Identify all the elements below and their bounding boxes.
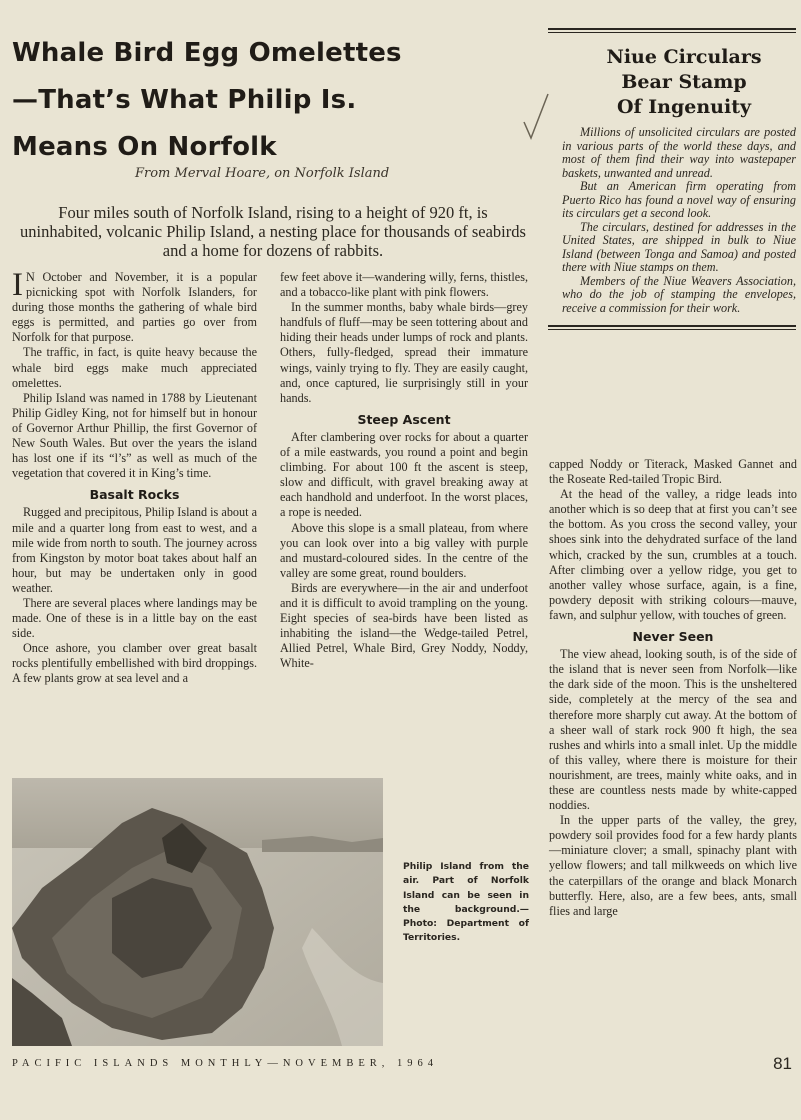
sidebar-box <box>548 28 796 330</box>
aerial-photo-philip-island <box>12 778 383 1046</box>
article-column-2 <box>280 270 528 671</box>
drop-cap: I <box>12 267 23 303</box>
article-column-1 <box>12 267 257 687</box>
paragraph: Rugged and precipitous, Philip Island is about a mile and a quarter long from east to west, and a mile wide from north to south. The journey across from Kingston by motor boat takes about half an hour, but may be undertaken only in good weather. <box>12 505 257 595</box>
byline: From Merval Hoare, on Norfolk Island <box>135 166 390 181</box>
headline-line-2: —That’s What Philip Is. <box>12 85 357 115</box>
paragraph: There are several places where landings may be made. One of these is in a little bay on the east side. <box>12 595 257 641</box>
paragraph: The view ahead, looking south, is of the side of the island that is never seen from Norfolk—like the dark side of the moon. This is the unsheltered side, completely at the mercy of the sea and therefore more sharply cut away. At the bottom of a sheer wall of stark rock 900 ft high, the sea rushes and whirls into a small inlet. Up the middle of this valley, where there is moisture for their nourishment, are trees, mainly white oaks, and in these are countless nests made by white-capped noddies. <box>549 647 797 813</box>
divider <box>548 325 796 330</box>
page-number: 81 <box>773 1054 792 1073</box>
paragraph: In the upper parts of the valley, the grey, powdery soil provides food for a few hardy plants—miniature clover; a small, spinachy plant with yellow flowers; and tall milkweeds on which live the caterpillars of the orange and black Monarch butterfly. Here, also, are a few bees, ants, small flies and large <box>549 813 797 918</box>
paragraph: N October and November, it is a popular picnicking spot with Norfolk Islanders, for during those months the gathering of whale bird eggs is permitted, and parties go over from Norfolk for that purpose. <box>12 270 257 345</box>
sidebar-title <box>572 45 796 120</box>
sidebar-body <box>548 126 796 315</box>
paragraph: In the summer months, baby whale birds—grey handfuls of fluff—may be seen tottering about and hiding their heads under lumps of rock and plants. Others, fully-fledged, spread their immature wings, vainly trying to fly. They are easily caught, and, once captured, lie surprisingly still in your hands. <box>280 300 528 405</box>
headline-line-1: Whale Bird Egg Omelettes <box>12 38 402 68</box>
paragraph: The circulars, destined for addresses in the United States, are shipped in bulk to Niue Island (between Tonga and Samoa) and posted there with Niue stamps on them. <box>562 219 796 274</box>
intro-paragraph: Four miles south of Norfolk Island, rising to a height of 920 ft, is uninhabited, volcanic Philip Island, a nesting place for thousands of seabirds and a home for dozens of rabbits. <box>20 203 526 260</box>
photo-caption: Philip Island from the air. Part of Norfolk Island can be seen in the background.—Photo: Department of Territories. <box>403 861 529 944</box>
paragraph: few feet above it—wandering willy, ferns, thistles, and a tobacco-like plant with pink flowers. <box>280 270 528 300</box>
article-column-3 <box>549 457 797 919</box>
paragraph: Philip Island was named in 1788 by Lieutenant Philip Gidley King, not for himself but in honour of Governor Arthur Phillip, the first Governor of New South Wales. But over the years the island has lost one if its “l’s” as well as much of the vegetation that covered it in King’s time. <box>12 390 257 481</box>
paragraph: Millions of unsolicited circulars are posted in various parts of the world these days, and most of them find their way into wastepaper baskets, unwanted and unread. <box>562 125 796 180</box>
divider <box>548 28 796 33</box>
paragraph: At the head of the valley, a ridge leads into another which is so deep that at first you can’t see the bottom. As you cross the second valley, your shoes sink into the dehydrated surface of the land which, cracked by the sun, crumbles at a touch. After climbing over a yellow ridge, you get to another valley whose surface, again, is a fine, powdery deposit with striking colours—mauve, fawn, and sulphur yellow, with touches of green. <box>549 487 797 622</box>
paragraph: Members of the Niue Weavers Association, who do the job of stamping the envelopes, receive a commission for their work. <box>562 273 796 315</box>
paragraph: The traffic, in fact, is quite heavy because the whale bird eggs make much appreciated omelettes. <box>12 345 257 390</box>
publication-line: PACIFIC ISLANDS MONTHLY—NOVEMBER, 1964 <box>12 1058 438 1069</box>
sidebar-title-line: Bear Stamp <box>621 71 747 93</box>
subheading-never-seen: Never Seen <box>632 629 714 645</box>
subheading-steep-ascent: Steep Ascent <box>357 411 451 427</box>
paragraph: Birds are everywhere—in the air and underfoot and it is difficult to avoid trampling on the young. Eight species of sea-birds have been listed as inhabiting the island—the Wedge-tailed Petrel, Allied Petrel, Whale Bird, Grey Noddy, Noddy, White- <box>280 580 528 671</box>
paragraph: After clambering over rocks for about a quarter of a mile eastwards, you round a point and begin climbing. For about 100 ft the ascent is steep, slow and difficult, with gravel breaking away at each handhold and underfoot. In the worst places, a rope is needed. <box>280 429 528 520</box>
headline-line-3: Means On Norfolk <box>12 132 277 162</box>
page-footer <box>12 1054 792 1080</box>
sidebar-title-line: Niue Circulars <box>606 46 762 68</box>
paragraph: Once ashore, you clamber over great basalt rocks plentifully embellished with bird droppings. A few plants grow at sea level and a <box>12 641 257 686</box>
paragraph: Above this slope is a small plateau, from where you can look over into a big valley with purple and mustard-coloured sides. In the centre of the valley are some great, round boulders. <box>280 520 528 580</box>
sidebar-title-line: Of Ingenuity <box>616 96 752 118</box>
paragraph: But an American firm operating from Puerto Rico has found a novel way of ensuring its circulars get a second look. <box>562 179 796 220</box>
article-headline <box>12 30 532 171</box>
check-mark-icon <box>522 92 550 140</box>
paragraph: capped Noddy or Titerack, Masked Gannet and the Roseate Red-tailed Tropic Bird. <box>549 457 797 487</box>
subheading-basalt-rocks: Basalt Rocks <box>89 487 180 503</box>
